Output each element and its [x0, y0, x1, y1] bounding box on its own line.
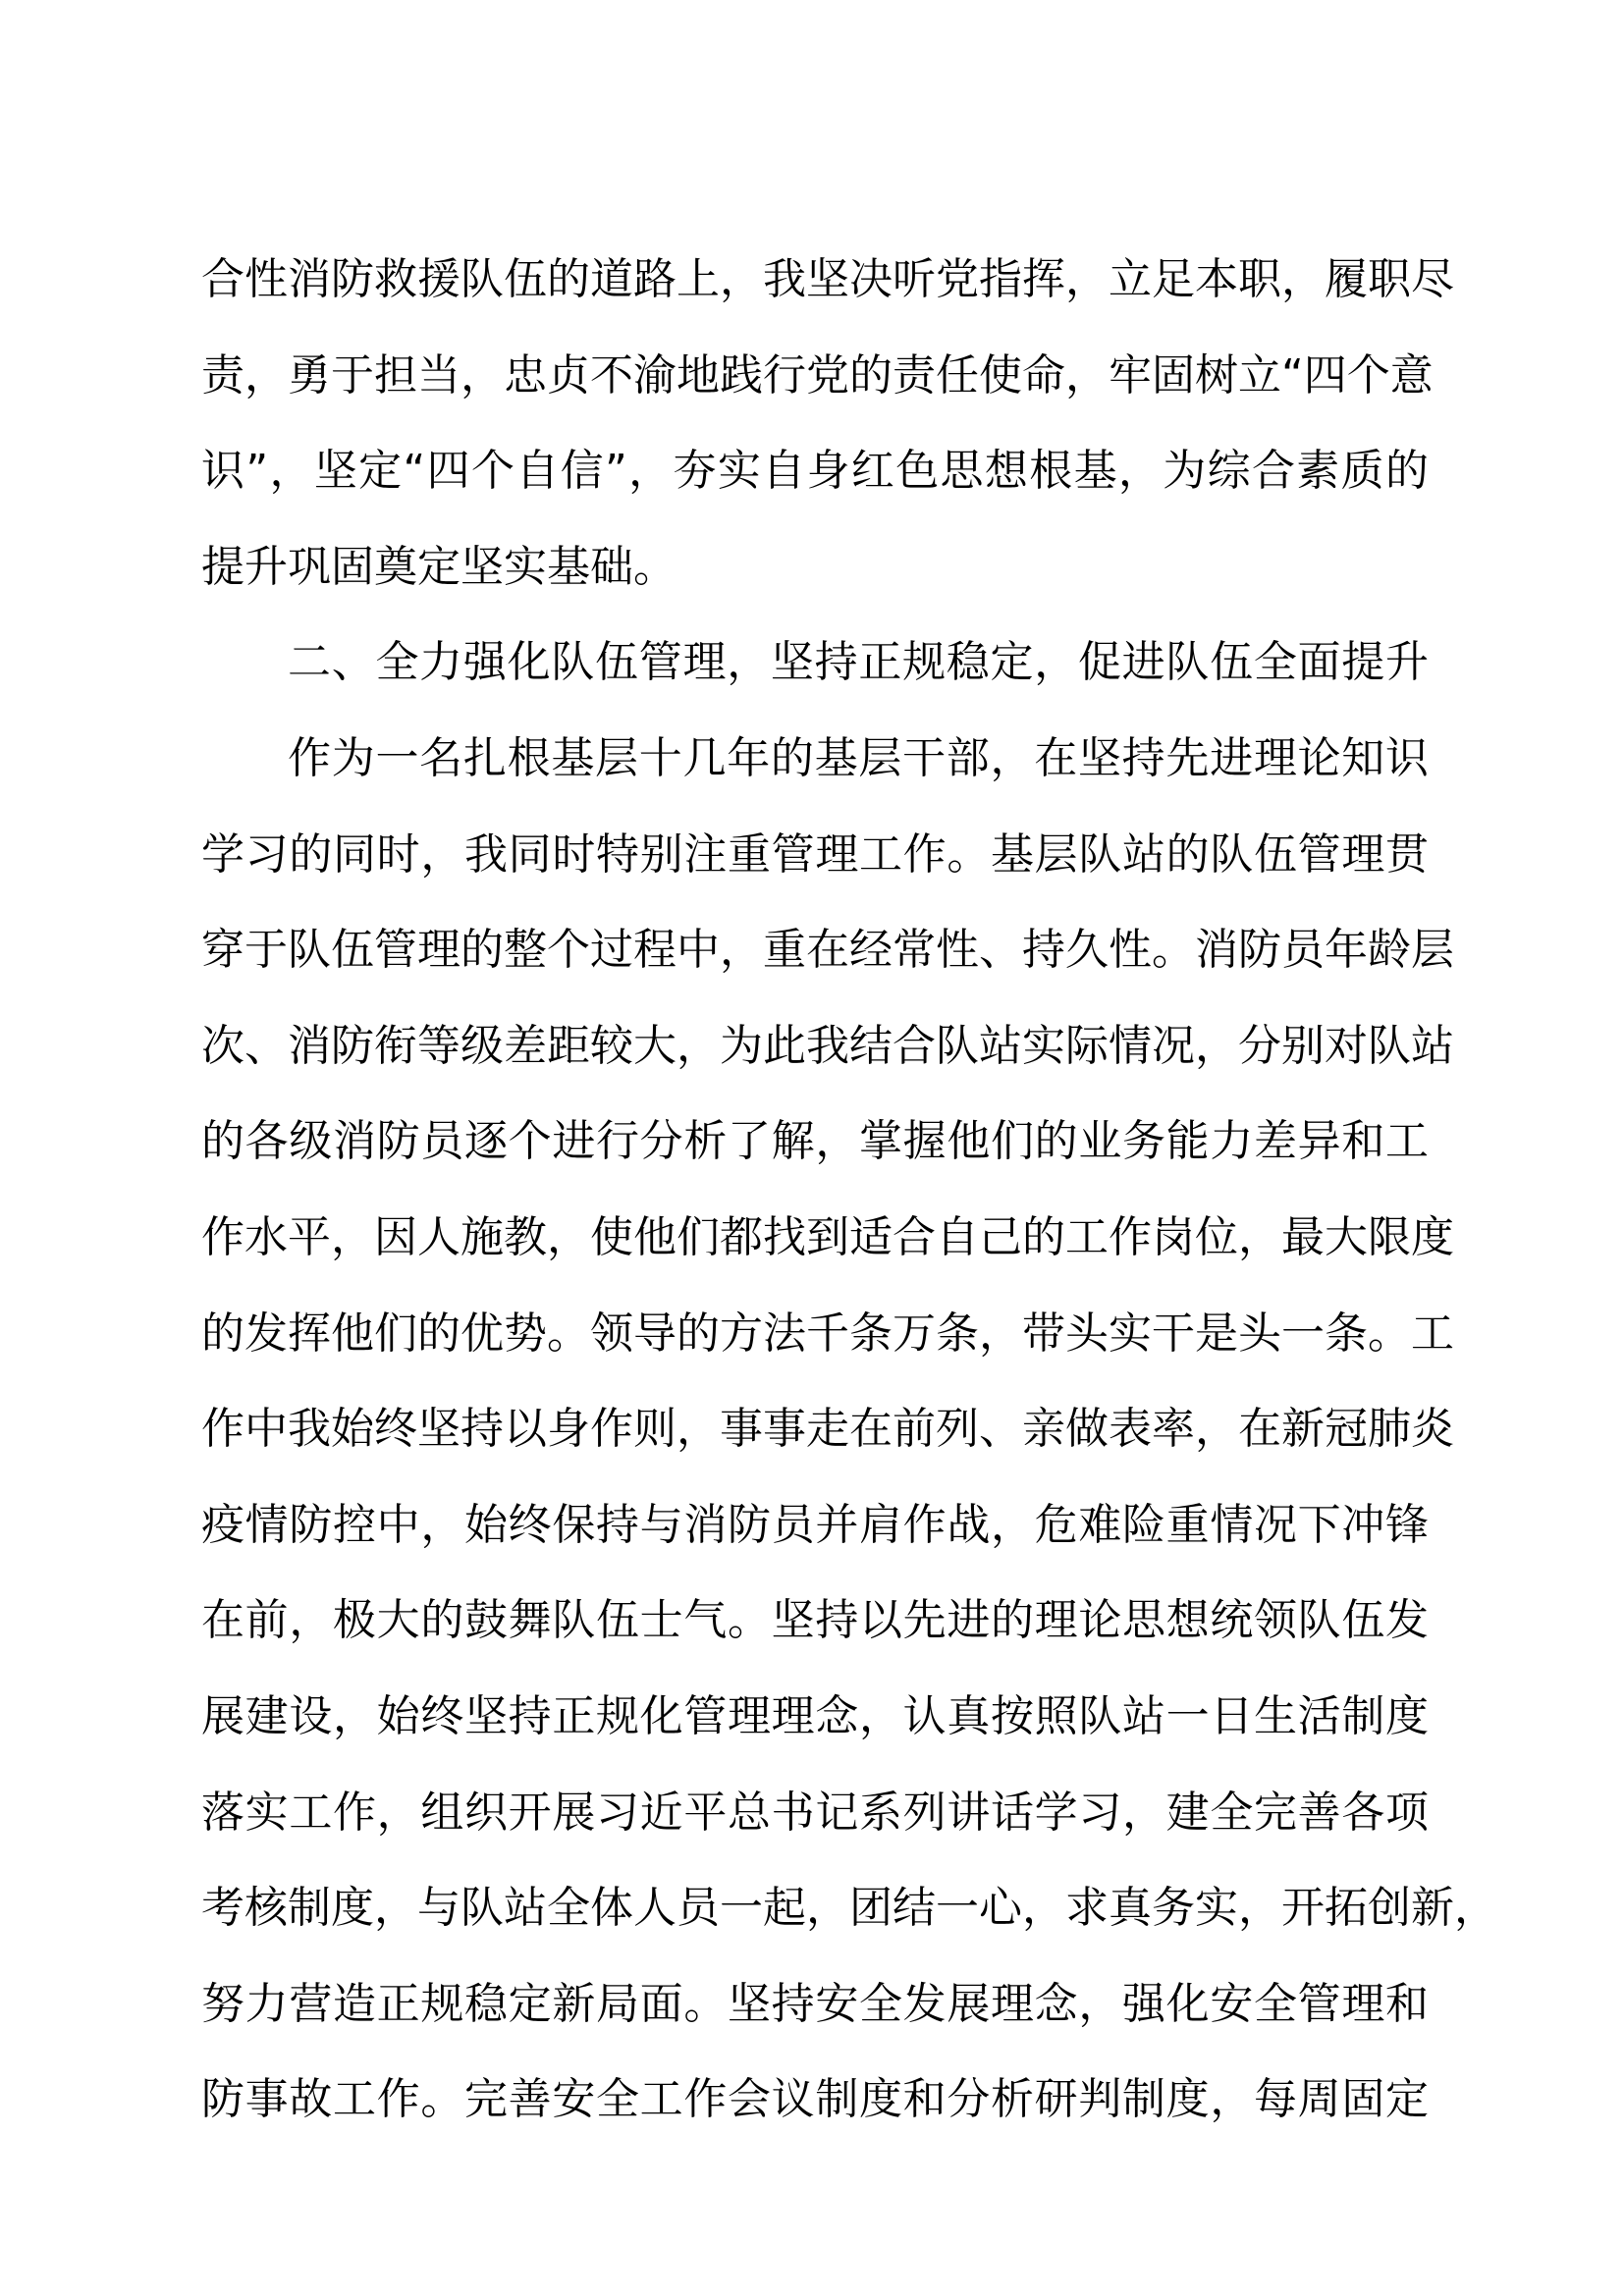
text-line-11: 作水平，因人施教，使他们都找到适合自己的工作岗位，最大限度 [201, 1211, 1454, 1262]
text-line-16: 展建设，始终坚持正规化管理理念，认真按照队站一日生活制度 [201, 1690, 1429, 1741]
text-line-9: 次、消防衔等级差距较大，为此我结合队站实际情况，分别对队站 [201, 1020, 1454, 1071]
text-line-3: 识”，坚定“四个自信”，夯实自身红色思想根基，为综合素质的 [201, 446, 1429, 497]
body-text [201, 232, 1497, 2148]
text-line-18: 考核制度，与队站全体人员一起，团结一心，求真务实，开拓创新， [201, 1883, 1497, 1934]
text-line-7: 学习的同时，我同时特别注重管理工作。基层队站的队伍管理贯 [201, 828, 1429, 880]
text-line-20: 防事故工作。完善安全工作会议制度和分析研判制度，每周固定 [201, 2074, 1429, 2125]
section-heading: 二、全力强化队伍管理，坚持正规稳定，促进队伍全面提升 [288, 637, 1429, 688]
text-line-1: 合性消防救援队伍的道路上，我坚决听党指挥，立足本职，履职尽 [201, 254, 1454, 304]
text-line-6: 作为一名扎根基层十几年的基层干部，在坚持先进理论知识 [288, 732, 1429, 783]
text-line-4: 提升巩固奠定坚实基础。 [201, 541, 677, 592]
text-line-13: 作中我始终坚持以身作则，事事走在前列、亲做表率，在新冠肺炎 [201, 1404, 1454, 1455]
text-line-17: 落实工作，组织开展习近平总书记系列讲话学习，建全完善各项 [201, 1787, 1429, 1838]
text-line-19: 努力营造正规稳定新局面。坚持安全发展理念，强化安全管理和 [201, 1978, 1429, 2029]
text-line-10: 的各级消防员逐个进行分析了解，掌握他们的业务能力差异和工 [201, 1116, 1429, 1167]
text-line-14: 疫情防控中，始终保持与消防员并肩作战，危难险重情况下冲锋 [201, 1499, 1429, 1550]
text-line-12: 的发挥他们的优势。领导的方法千条万条，带头实干是头一条。工 [201, 1308, 1454, 1359]
text-line-8: 穿于队伍管理的整个过程中，重在经常性、持久性。消防员年龄层 [201, 925, 1454, 976]
text-line-15: 在前，极大的鼓舞队伍士气。坚持以先进的理论思想统领队伍发 [201, 1595, 1429, 1646]
text-line-2: 责，勇于担当，忠贞不渝地践行党的责任使命，牢固树立“四个意 [201, 349, 1434, 400]
